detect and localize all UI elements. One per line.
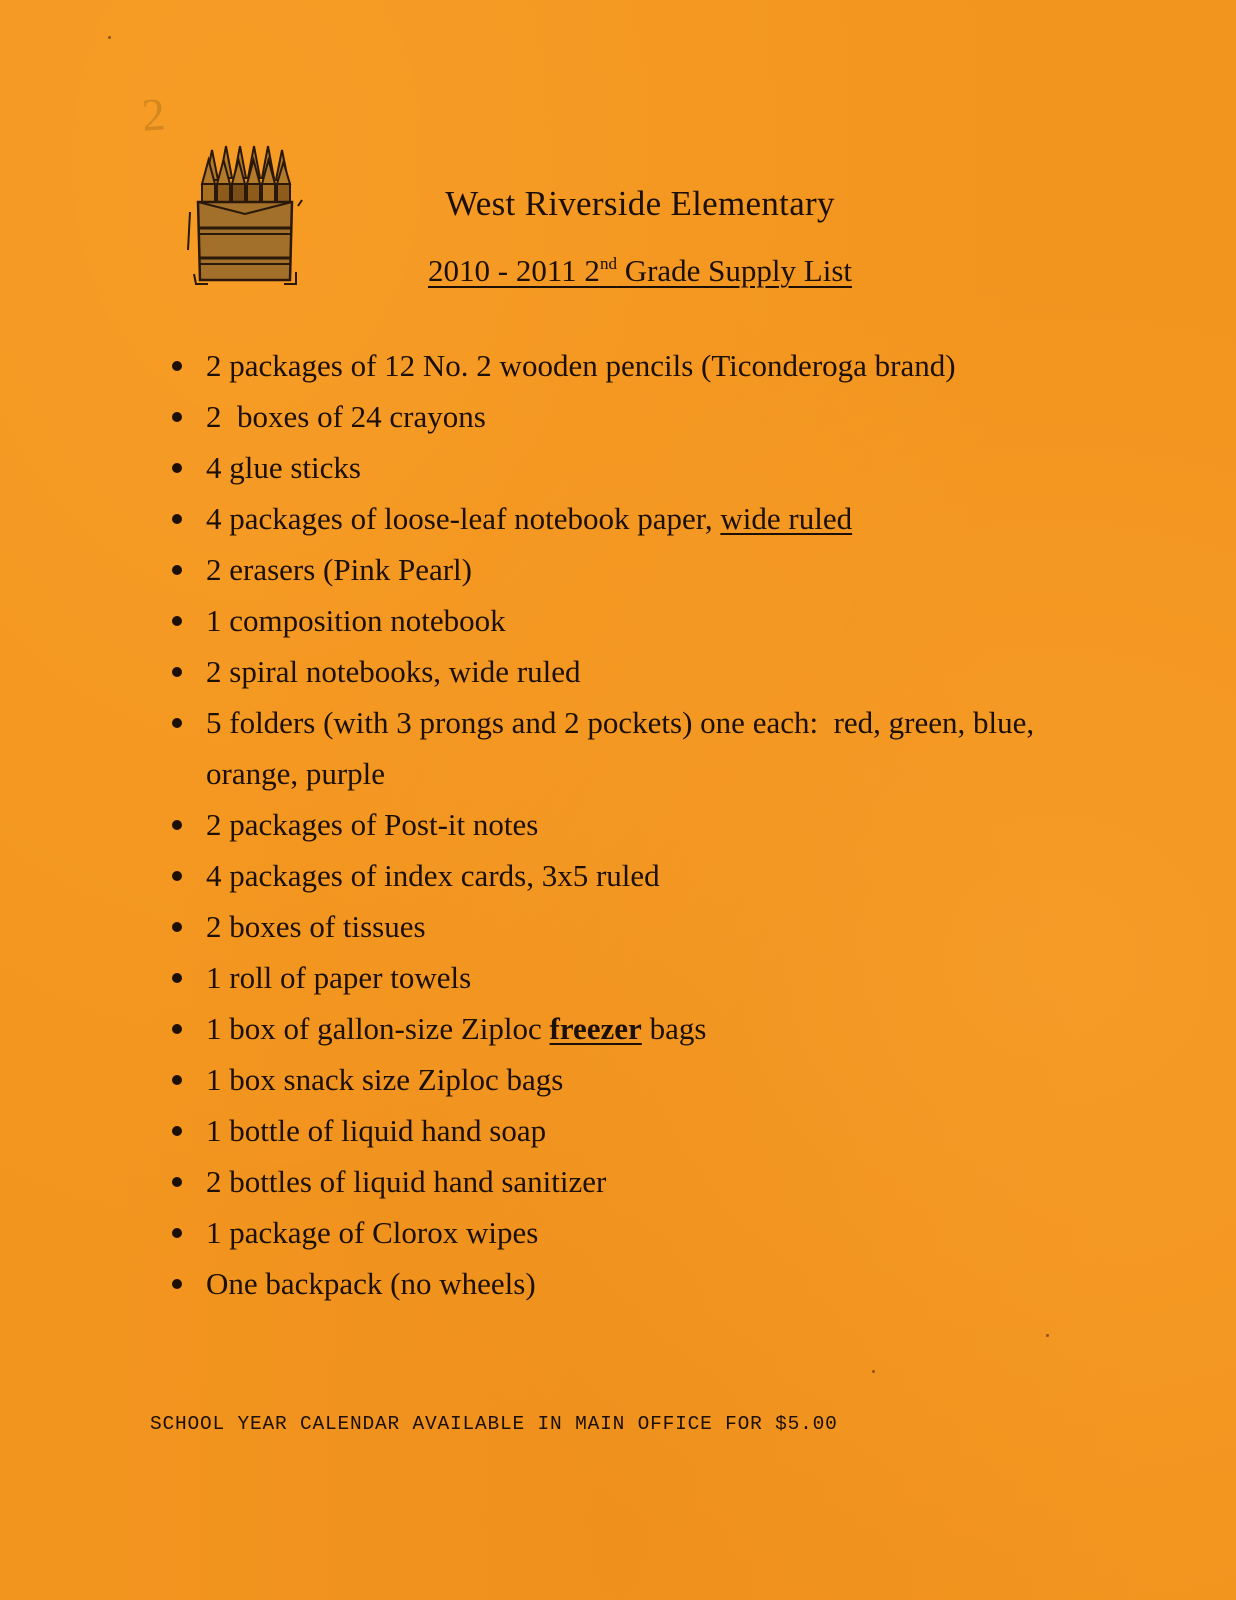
list-item bbox=[168, 1105, 1128, 1156]
list-item-text: 2 spiral notebooks, wide ruled bbox=[206, 654, 581, 689]
title-ordinal-suffix: nd bbox=[599, 254, 617, 273]
list-item-text: 1 package of Clorox wipes bbox=[206, 1215, 539, 1250]
bullet-icon bbox=[172, 514, 182, 524]
paper-speck bbox=[108, 36, 111, 39]
bullet-icon bbox=[172, 1279, 182, 1289]
bullet-icon bbox=[172, 1075, 182, 1085]
bullet-icon bbox=[172, 463, 182, 473]
list-item-text: 1 box of gallon-size Ziploc bbox=[206, 1011, 550, 1046]
list-item-text: 1 composition notebook bbox=[206, 603, 506, 638]
list-item-text: 1 bottle of liquid hand soap bbox=[206, 1113, 547, 1148]
supply-list bbox=[168, 340, 1128, 1309]
list-item bbox=[168, 493, 1128, 544]
paper-speck bbox=[1046, 1334, 1049, 1337]
list-item bbox=[168, 1207, 1128, 1258]
list-item bbox=[168, 901, 1128, 952]
bullet-icon bbox=[172, 565, 182, 575]
footer-note: SCHOOL YEAR CALENDAR AVAILABLE IN MAIN OFFICE FOR $5.00 bbox=[150, 1413, 838, 1435]
list-item bbox=[168, 850, 1128, 901]
list-item-text: 4 packages of index cards, 3x5 ruled bbox=[206, 858, 660, 893]
list-item-text: 2 boxes of tissues bbox=[206, 909, 426, 944]
bullet-icon bbox=[172, 718, 182, 728]
list-item-text: bags bbox=[641, 1011, 707, 1046]
handwritten-margin-mark: 2 bbox=[140, 88, 167, 141]
bullet-icon bbox=[172, 1177, 182, 1187]
list-item bbox=[168, 442, 1128, 493]
list-item-text: 1 roll of paper towels bbox=[206, 960, 472, 995]
list-item-text: 2 erasers (Pink Pearl) bbox=[206, 552, 472, 587]
bullet-icon bbox=[172, 871, 182, 881]
underlined-emphasis: wide ruled bbox=[720, 501, 853, 536]
bullet-icon bbox=[172, 667, 182, 677]
list-item bbox=[168, 799, 1128, 850]
bullet-icon bbox=[172, 616, 182, 626]
school-name: West Riverside Elementary bbox=[445, 184, 835, 223]
list-item-text: 2 bottles of liquid hand sanitizer bbox=[206, 1164, 607, 1199]
list-item bbox=[168, 646, 1128, 697]
list-item bbox=[168, 391, 1128, 442]
title-year-grade: 2010 - 2011 2 bbox=[428, 253, 600, 288]
bullet-icon bbox=[172, 1228, 182, 1238]
list-item bbox=[168, 340, 1128, 391]
list-item-text: 4 packages of loose-leaf notebook paper, bbox=[206, 501, 721, 536]
list-item-text: One backpack (no wheels) bbox=[206, 1266, 536, 1301]
list-item bbox=[168, 544, 1128, 595]
list-item-text: 5 folders (with 3 prongs and 2 pockets) one each: red, green, blue, orange, purple bbox=[206, 705, 1042, 791]
bullet-icon bbox=[172, 1126, 182, 1136]
bullet-icon bbox=[172, 922, 182, 932]
bullet-icon bbox=[172, 1024, 182, 1034]
list-item-text: 2 packages of 12 No. 2 wooden pencils (Ticonderoga brand) bbox=[206, 348, 956, 383]
list-item-text: 1 box snack size Ziploc bags bbox=[206, 1062, 564, 1097]
list-item bbox=[168, 1258, 1128, 1309]
paper-speck bbox=[872, 1370, 875, 1373]
bullet-icon bbox=[172, 412, 182, 422]
list-item bbox=[168, 1054, 1128, 1105]
list-item-text: 2 boxes of 24 crayons bbox=[206, 399, 486, 434]
crayon-box-icon bbox=[186, 140, 304, 286]
bullet-icon bbox=[172, 820, 182, 830]
bold-underlined-emphasis: freezer bbox=[549, 1011, 642, 1046]
list-item-text: 4 glue sticks bbox=[206, 450, 361, 485]
list-item-text: 2 packages of Post-it notes bbox=[206, 807, 539, 842]
list-item bbox=[168, 1156, 1128, 1207]
page-title bbox=[428, 244, 852, 291]
title-text: Grade Supply List bbox=[616, 253, 852, 288]
list-item bbox=[168, 1003, 1128, 1054]
bullet-icon bbox=[172, 973, 182, 983]
list-item bbox=[168, 697, 1086, 799]
list-item bbox=[168, 595, 1128, 646]
document-header bbox=[360, 180, 980, 291]
list-item bbox=[168, 952, 1128, 1003]
bullet-icon bbox=[172, 361, 182, 371]
